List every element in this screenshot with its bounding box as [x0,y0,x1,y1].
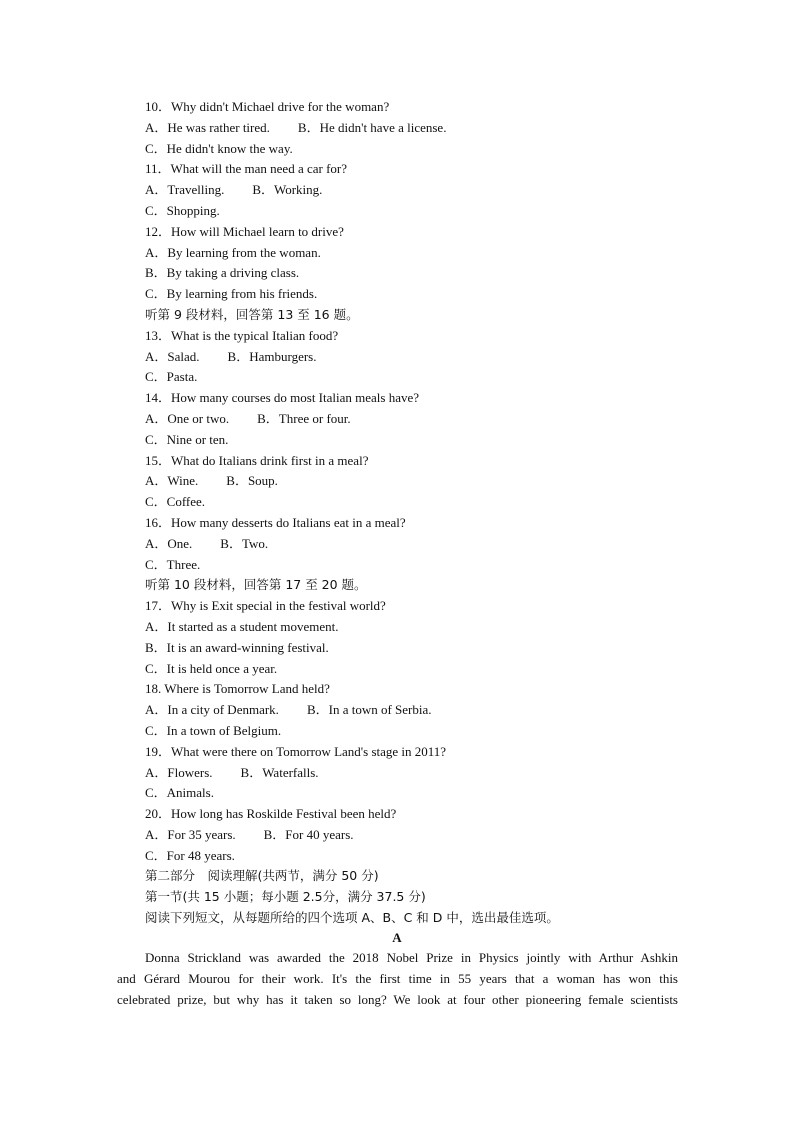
passage-line: and Gérard Mourou for their work. It's the first time in 55 years that a woman has won this [117,970,678,986]
option-b: B．By taking a driving class. [145,265,300,281]
option-row [145,763,685,784]
passage-paragraph [117,948,678,1010]
option-a: A．In a city of Denmark. [145,702,279,718]
question-stem: 18. Where is Tomorrow Land held? [145,681,330,697]
option-b: B．He didn't have a license. [297,119,447,135]
option-a: A．Travelling. [145,182,225,198]
option-b: B．Working. [252,182,323,198]
question-stem: 19．What were there on Tomorrow Land's stage in 2011? [145,743,447,759]
option-a: A．By learning from the woman. [145,244,321,260]
option-b: B．For 40 years. [263,826,354,842]
question-stem: 15．What do Italians drink first in a meal? [145,452,369,468]
question-stem: 11．What will the man need a car for? [145,161,348,177]
option-a: A．Salad. [145,348,200,364]
option-row [145,700,685,721]
section-instruction: 听第 9 段材料，回答第 13 至 16 题。 [145,306,359,322]
passage-line: Donna Strickland was awarded the 2018 Nobel Prize in Physics jointly with Arthur Ashkin [145,950,678,965]
option-c: C．Pasta. [145,369,198,385]
option-c: C．Coffee. [145,494,206,510]
option-a: A．Flowers. [145,764,213,780]
option-row [145,409,685,430]
option-c: C．Nine or ten. [145,431,229,447]
option-row [145,118,685,139]
option-b: B．It is an award-winning festival. [145,639,329,655]
option-c: C．Shopping. [145,202,220,218]
option-b: B．Waterfalls. [240,764,319,780]
listening-questions [145,97,685,929]
question-stem: 16．How many desserts do Italians eat in a meal? [145,514,406,530]
option-c: C．For 48 years. [145,847,235,863]
option-row [145,347,685,368]
option-b: B．Soup. [226,473,278,489]
question-stem: 17．Why is Exit special in the festival world? [145,598,386,614]
question-stem: 20．How long has Roskilde Festival been held? [145,806,397,822]
reading-instruction: 阅读下列短文，从每题所给的四个选项 A、B、C 和 D 中，选出最佳选项。 [145,910,559,926]
part-heading: 第二部分 阅读理解(共两节，满分 50 分) [145,868,379,884]
passage-line: celebrated prize, but why has it taken so long? We look at four other pioneering female scientists [117,991,678,1007]
option-b: B．Hamburgers. [227,348,317,364]
option-c: C．He didn't know the way. [145,140,293,156]
option-a: A．For 35 years. [145,826,236,842]
option-c: C．Three. [145,556,201,572]
option-b: B．Three or four. [257,410,351,426]
option-row [145,825,685,846]
option-c: C．In a town of Belgium. [145,722,282,738]
question-stem: 12．How will Michael learn to drive? [145,223,344,239]
option-b: B．In a town of Serbia. [306,702,432,718]
question-stem: 10．Why didn't Michael drive for the woman? [145,99,390,114]
section-instruction: 听第 10 段材料，回答第 17 至 20 题。 [145,577,367,593]
option-b: B．Two. [220,535,269,551]
option-c: C．By learning from his friends. [145,286,318,302]
option-c: C．Animals. [145,785,214,801]
question-stem: 14．How many courses do most Italian meals have? [145,390,420,406]
option-row [145,180,685,201]
option-a: A．Wine. [145,473,199,489]
question-stem: 13．What is the typical Italian food? [145,327,339,343]
option-c: C．It is held once a year. [145,660,278,676]
passage-label: A [392,930,402,945]
option-a: A．It started as a student movement. [145,618,339,634]
option-a: A．One or two. [145,410,230,426]
option-row [145,471,685,492]
option-a: A．One. [145,535,193,551]
option-a: A．He was rather tired. [145,119,270,135]
section-heading: 第一节(共 15 小题；每小题 2.5分，满分 37.5 分) [145,889,426,905]
option-row [145,534,685,555]
